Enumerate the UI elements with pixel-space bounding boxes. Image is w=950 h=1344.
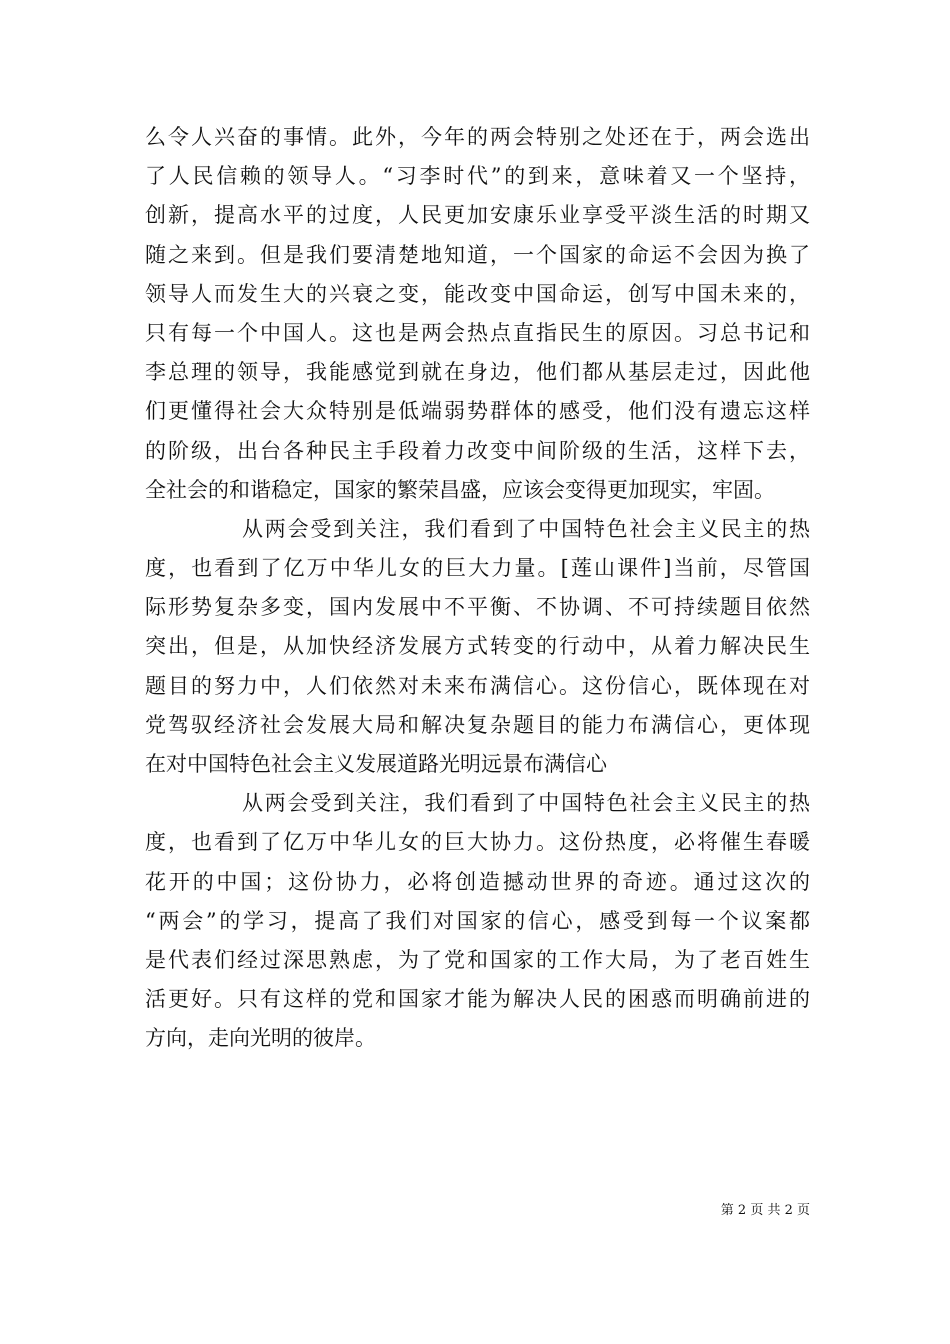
text-line: 度，也看到了亿万中华儿女的巨大力量。[莲山课件]当前，尽管国	[145, 556, 810, 581]
text-line: 在对中国特色社会主义发展道路光明远景布满信心	[145, 752, 607, 776]
text-line: 全社会的和谐稳定，国家的繁荣昌盛，应该会变得更加现实，牢固。	[145, 477, 775, 502]
text-line: 从两会受到关注，我们看到了中国特色社会主义民主的热	[242, 791, 810, 816]
paragraph-2	[145, 510, 810, 784]
text-line: 度，也看到了亿万中华儿女的巨大协力。这份热度，必将催生春暖	[145, 830, 810, 855]
body-text	[145, 118, 810, 1059]
page-number: 第 2 页 共 2 页	[720, 1203, 810, 1218]
text-line: 只有每一个中国人。这也是两会热点直指民生的原因。习总书记和	[145, 320, 810, 345]
text-line: 突出，但是，从加快经济发展方式转变的行动中，从着力解决民生	[145, 634, 810, 659]
text-line: 花开的中国；这份协力，必将创造撼动世界的奇迹。通过这次的	[145, 869, 810, 894]
text-line: 的阶级，出台各种民主手段着力改变中间阶级的生活，这样下去，	[145, 438, 810, 463]
text-line: 创新，提高水平的过度，人民更加安康乐业享受平淡生活的时期又	[145, 203, 810, 228]
text-line: 际形势复杂多变，国内发展中不平衡、不协调、不可持续题目依然	[145, 595, 810, 620]
text-line: 题目的努力中，人们依然对未来布满信心。这份信心，既体现在对	[145, 673, 810, 698]
paragraph-3	[145, 784, 810, 1058]
text-line: 么令人兴奋的事情。此外，今年的两会特别之处还在于，两会选出	[145, 125, 810, 149]
text-line: 是代表们经过深思熟虑，为了党和国家的工作大局，为了老百姓生	[145, 947, 810, 972]
text-line: 随之来到。但是我们要清楚地知道，一个国家的命运不会因为换了	[145, 242, 810, 267]
text-line: 了人民信赖的领导人。“习李时代”的到来，意味着又一个坚持，	[145, 164, 810, 189]
text-line: 党驾驭经济社会发展大局和解决复杂题目的能力布满信心，更体现	[145, 712, 810, 737]
paragraph-1	[145, 118, 810, 510]
text-line: 从两会受到关注，我们看到了中国特色社会主义民主的热	[242, 516, 810, 541]
text-line: “两会”的学习，提高了我们对国家的信心，感受到每一个议案都	[145, 908, 810, 933]
text-line: 们更懂得社会大众特别是低端弱势群体的感受，他们没有遗忘这样	[145, 399, 810, 424]
text-line: 李总理的领导，我能感觉到就在身边，他们都从基层走过，因此他	[145, 360, 810, 385]
text-line: 活更好。只有这样的党和国家才能为解决人民的困惑而明确前进的	[145, 987, 810, 1012]
text-line: 方向，走向光明的彼岸。	[145, 1026, 376, 1051]
text-line: 领导人而发生大的兴衰之变，能改变中国命运，创写中国未来的，	[145, 281, 810, 306]
